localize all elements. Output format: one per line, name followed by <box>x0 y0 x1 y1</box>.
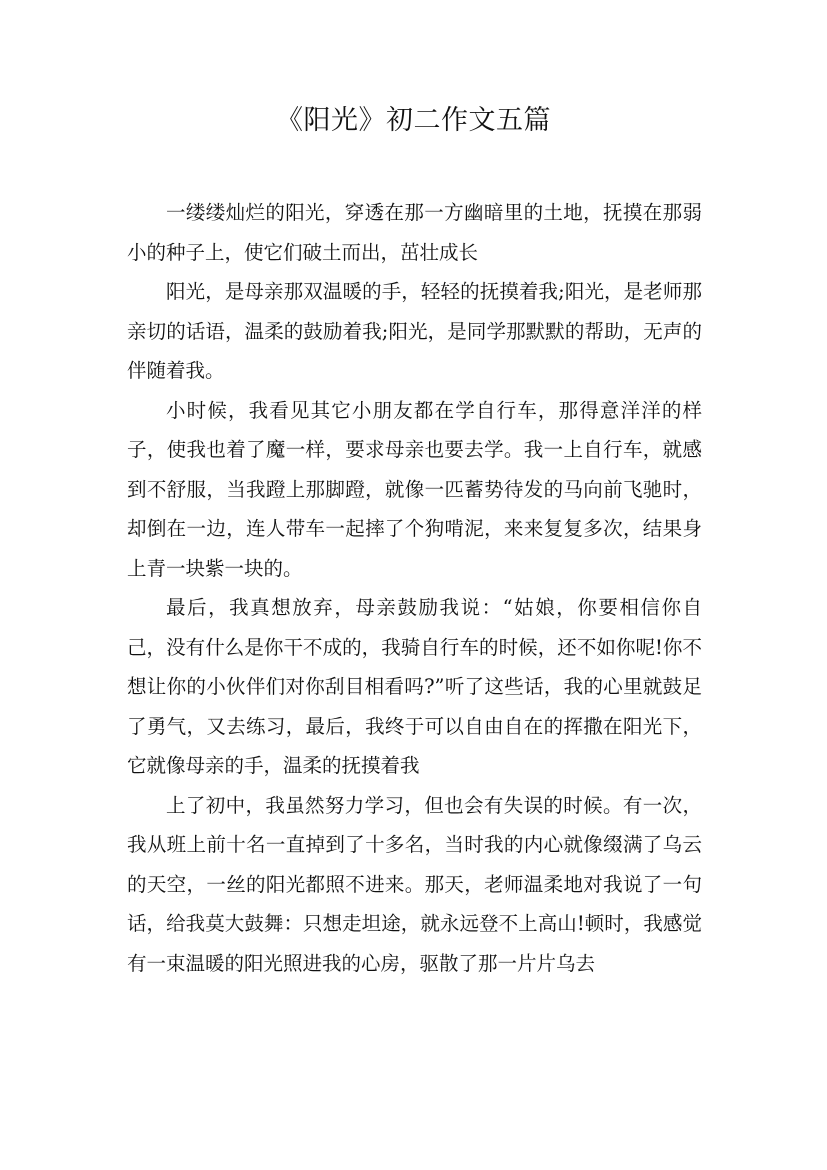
paragraph-1: 一缕缕灿烂的阳光，穿透在那一方幽暗里的土地，抚摸在那弱小的种子上，使它们破土而出，茁壮成长 <box>127 201 702 264</box>
paragraph-5: 上了初中，我虽然努力学习，但也会有失误的时候。有一次，我从班上前十名一直掉到了十多名，当时我的内心就像缀满了乌云的天空，一丝的阳光都照不进来。那天，老师温柔地对我说了一句话，给我莫大鼓舞：只想走坦途，就永远登不上高山!顿时，我感觉有一束温暖的阳光照进我的心房，驱散了那一片片乌去 <box>127 793 702 975</box>
paragraph-3: 小时候，我看见其它小朋友都在学自行车，那得意洋洋的样子，使我也着了魔一样，要求母亲也要去学。我一上自行车，就感到不舒服，当我蹬上那脚蹬，就像一匹蓄势待发的马向前飞驰时，却倒在一边，连人带车一起摔了个狗啃泥，来来复复多次，结果身上青一块紫一块的。 <box>127 398 702 580</box>
paragraph-2: 阳光，是母亲那双温暖的手，轻轻的抚摸着我;阳光，是老师那亲切的话语，温柔的鼓励着我;阳光，是同学那默默的帮助，无声的伴随着我。 <box>127 280 702 382</box>
paragraph-4: 最后，我真想放弃，母亲鼓励我说：“姑娘，你要相信你自己，没有什么是你干不成的，我骑自行车的时候，还不如你呢!你不想让你的小伙伴们对你刮目相看吗?”听了这些话，我的心里就鼓足了勇气，又去练习，最后，我终于可以自由自在的挥撒在阳光下，它就像母亲的手，温柔的抚摸着我 <box>127 596 702 777</box>
document-body <box>127 193 702 983</box>
document-title: 《阳光》初二作文五篇 <box>276 105 551 136</box>
